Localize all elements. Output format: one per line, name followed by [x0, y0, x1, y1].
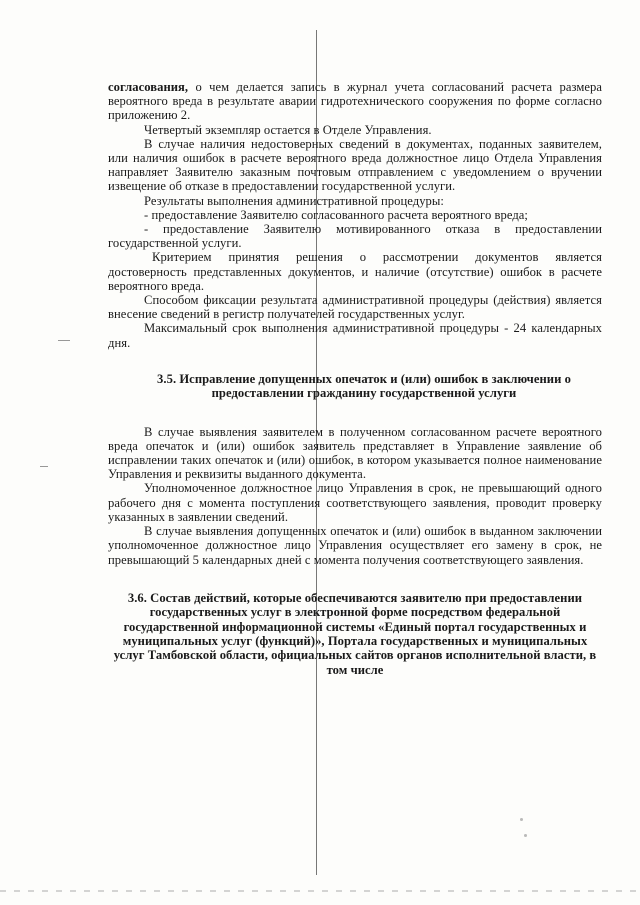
paragraph-fixation-method: Способом фиксации результата административной процедуры (действия) является внесение сведений в регистр получателей государственных услуг. — [108, 293, 602, 322]
document-body — [108, 80, 602, 677]
section-heading-3-6: 3.6. Состав действий, которые обеспечиваются заявителю при предоставлении государственных услуг в электронной форме посредством федеральной государственной информационной системы «Единый портал государственных и муниципальных услуг (функций)», Портала государственных и муниципальных услуг Тамбовской области, официальных сайтов органов исполнительной власти, в том числе — [113, 590, 597, 677]
section-heading-3-5: 3.5. Исправление допущенных опечаток и (или) ошибок в заключении о предоставлении гражданину государственной услуги — [157, 371, 571, 401]
paragraph-official-review: Уполномоченное должностное лицо Управления в срок, не превышающий одного рабочего дня с момента поступления соответствующего заявления, проводит проверку указанных в заявлении сведений. — [108, 481, 602, 524]
paragraph-results-heading: Результаты выполнения административной процедуры: — [144, 193, 444, 208]
scan-mark — [58, 340, 70, 341]
list-item-motivated-refusal: - предоставление Заявителю мотивированного отказа в предоставлении государственной услуги. — [108, 222, 602, 251]
paragraph-document-replacement: В случае выявления допущенных опечаток и (или) ошибок в выданном заключении уполномоченное должностное лицо Управления осуществляет его замену в срок, не превышающий 5 календарных дней с момента получения соответствующего заявления. — [108, 524, 602, 567]
bold-lead-word: согласования, — [108, 80, 189, 94]
paragraph-decision-criterion: Критерием принятия решения о рассмотрении документов является достоверность представленных документов, и наличие (отсутствие) ошибок в расчете вероятного вреда. — [108, 250, 602, 293]
paragraph-approval-record — [108, 80, 602, 123]
paragraph-max-duration: Максимальный срок выполнения административной процедуры - 24 календарных дня. — [108, 321, 602, 350]
scan-speck — [524, 834, 527, 837]
list-item-approved-calculation: - предоставление Заявителю согласованного расчета вероятного вреда; — [144, 207, 528, 222]
paragraph-refusal-notice: В случае наличия недостоверных сведений в документах, поданных заявителем, или наличия ошибок в расчете вероятного вреда должностное лицо Отдела Управления направляет Заявителю заказным почтовым отправлением с уведомлением о вручении извещение об отказе в предоставлении государственной услуги. — [108, 136, 602, 194]
paragraph-error-correction-request: В случае выявления заявителем в полученном согласованном расчете вероятного вреда опечаток и (или) ошибок заявитель представляет в Управление заявление об исправлении таких опечаток и (или) ошибок, в котором указывается полное наименование Управления и реквизиты выданного документа. — [108, 424, 602, 482]
paragraph-text: о чем делается запись в журнал учета согласований расчета размера вероятного вреда в результате аварии гидротехнического сооружения по форме согласно приложению 2. — [108, 80, 602, 123]
scan-edge-noise — [0, 890, 640, 892]
scan-speck — [520, 818, 523, 821]
paragraph-fourth-copy: Четвертый экземпляр остается в Отделе Управления. — [144, 122, 432, 137]
scan-mark — [40, 466, 48, 467]
